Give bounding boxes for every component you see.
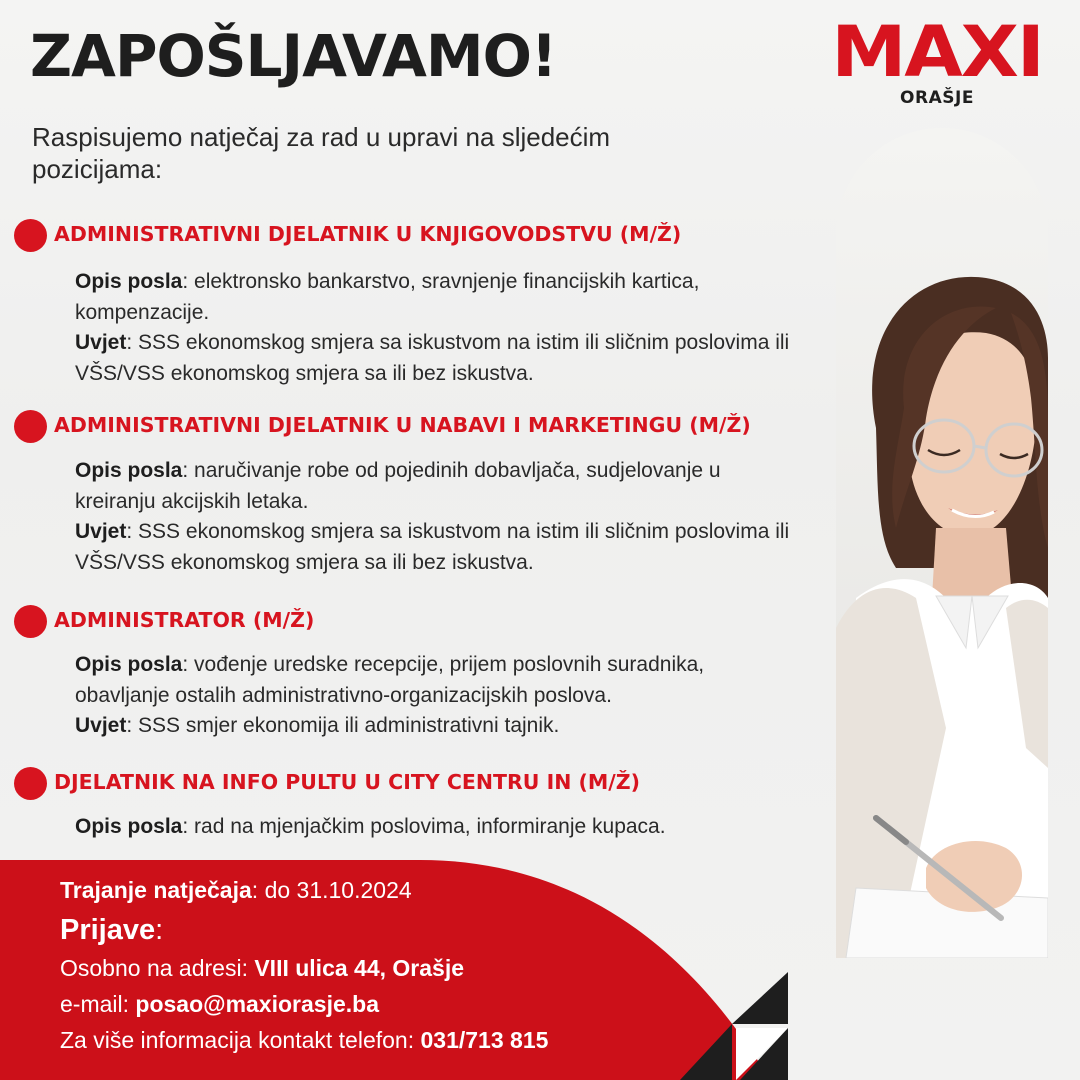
bullet-dot-icon — [14, 219, 47, 252]
phone-label: Za više informacija kontakt telefon: — [60, 1027, 421, 1053]
opis-label: Opis posla — [75, 653, 183, 676]
application-info — [60, 872, 548, 1058]
opis-text: elektronsko bankarstvo, sravnjenje financijskih kartica, kompenzacije. — [75, 270, 700, 324]
uvjet-text: SSS ekonomskog smjera sa iskustvom na istim ili sličnim poslovima ili VŠS/VSS ekonomskog smjera sa ili bez iskustva. — [75, 331, 790, 385]
apply-heading: Prijave: — [60, 914, 164, 946]
uvjet-label: Uvjet — [75, 520, 127, 543]
apply-label: Prijave — [60, 914, 156, 946]
job-title: DJELATNIK NA INFO PULTU U CITY CENTRU IN (M/Ž) — [54, 770, 640, 794]
phone-value[interactable]: 031/713 815 — [420, 1027, 549, 1053]
job-title: ADMINISTRATIVNI DJELATNIK U KNJIGOVODSTVU (M/Ž) — [54, 222, 682, 246]
job-title: ADMINISTRATOR (M/Ž) — [54, 608, 315, 632]
logo-city: ORAŠJE — [900, 88, 974, 108]
address-value: VIII ulica 44, Orašje — [254, 955, 465, 981]
geometric-triangles-graphic — [680, 972, 790, 1080]
opis-label: Opis posla — [75, 815, 183, 838]
logo-word: MAXI — [831, 11, 1043, 93]
email-line — [60, 986, 548, 1022]
address-line — [60, 950, 548, 986]
phone-line — [60, 1022, 548, 1058]
woman-writing-photo — [836, 128, 1048, 958]
job-title: ADMINISTRATIVNI DJELATNIK U NABAVI I MARKETINGU (M/Ž) — [54, 413, 751, 437]
opis-text: rad na mjenjačkim poslovima, informiranje kupaca. — [194, 815, 666, 838]
opis-text: naručivanje robe od pojedinih dobavljača, sudjelovanje u kreiranju akcijskih letaka. — [75, 459, 721, 513]
maxi-logo — [831, 11, 1043, 108]
bullet-dot-icon — [14, 410, 47, 443]
bullet-dot-icon — [14, 605, 47, 638]
email-value[interactable]: posao@maxiorasje.ba — [135, 991, 379, 1017]
duration-value: do 31.10.2024 — [264, 877, 412, 903]
uvjet-text: SSS smjer ekonomija ili administrativni tajnik. — [138, 714, 560, 737]
job-description: Opis posla: naručivanje robe od pojedinih dobavljača, sudjelovanje u kreiranju akcijskih letaka. Uvjet: SSS ekonomskog smjera sa iskustvom na istim ili sličnim poslovima ili VŠS/VSS ekonomskog smjera sa ili bez iskustva. — [75, 459, 790, 574]
job-description: Opis posla: vođenje uredske recepcije, prijem poslovnih suradnika, obavljanje ostalih administrativno-organizacijskih poslova. Uvjet: SSS smjer ekonomija ili administrativni tajnik. — [75, 653, 705, 737]
intro-text: Raspisujemo natječaj za rad u upravi na sljedećim pozicijama: — [32, 122, 611, 184]
opis-label: Opis posla — [75, 270, 183, 293]
uvjet-label: Uvjet — [75, 714, 127, 737]
uvjet-text: SSS ekonomskog smjera sa iskustvom na istim ili sličnim poslovima ili VŠS/VSS ekonomskog smjera sa ili bez iskustva. — [75, 520, 790, 574]
opis-label: Opis posla — [75, 459, 183, 482]
duration-label: Trajanje natječaja — [60, 877, 252, 903]
bullet-dot-icon — [14, 767, 47, 800]
opis-text: vođenje uredske recepcije, prijem poslovnih suradnika, obavljanje ostalih administrativno-organizacijskih poslova. — [75, 653, 705, 707]
headline: ZAPOŠLJAVAMO! — [30, 22, 557, 90]
uvjet-label: Uvjet — [75, 331, 127, 354]
job-description: Opis posla: rad na mjenjačkim poslovima, informiranje kupaca. — [75, 815, 666, 838]
duration-line: Trajanje natječaja: do 31.10.2024 — [60, 877, 412, 903]
email-label: e-mail: — [60, 991, 136, 1017]
job-description: Opis posla: elektronsko bankarstvo, sravnjenje financijskih kartica, kompenzacije. Uvjet: SSS ekonomskog smjera sa iskustvom na istim ili sličnim poslovima ili VŠS/VSS ekonomskog smjera sa ili bez iskustva. — [75, 270, 790, 385]
address-label: Osobno na adresi: — [60, 955, 255, 981]
woman-illustration — [836, 128, 1048, 958]
